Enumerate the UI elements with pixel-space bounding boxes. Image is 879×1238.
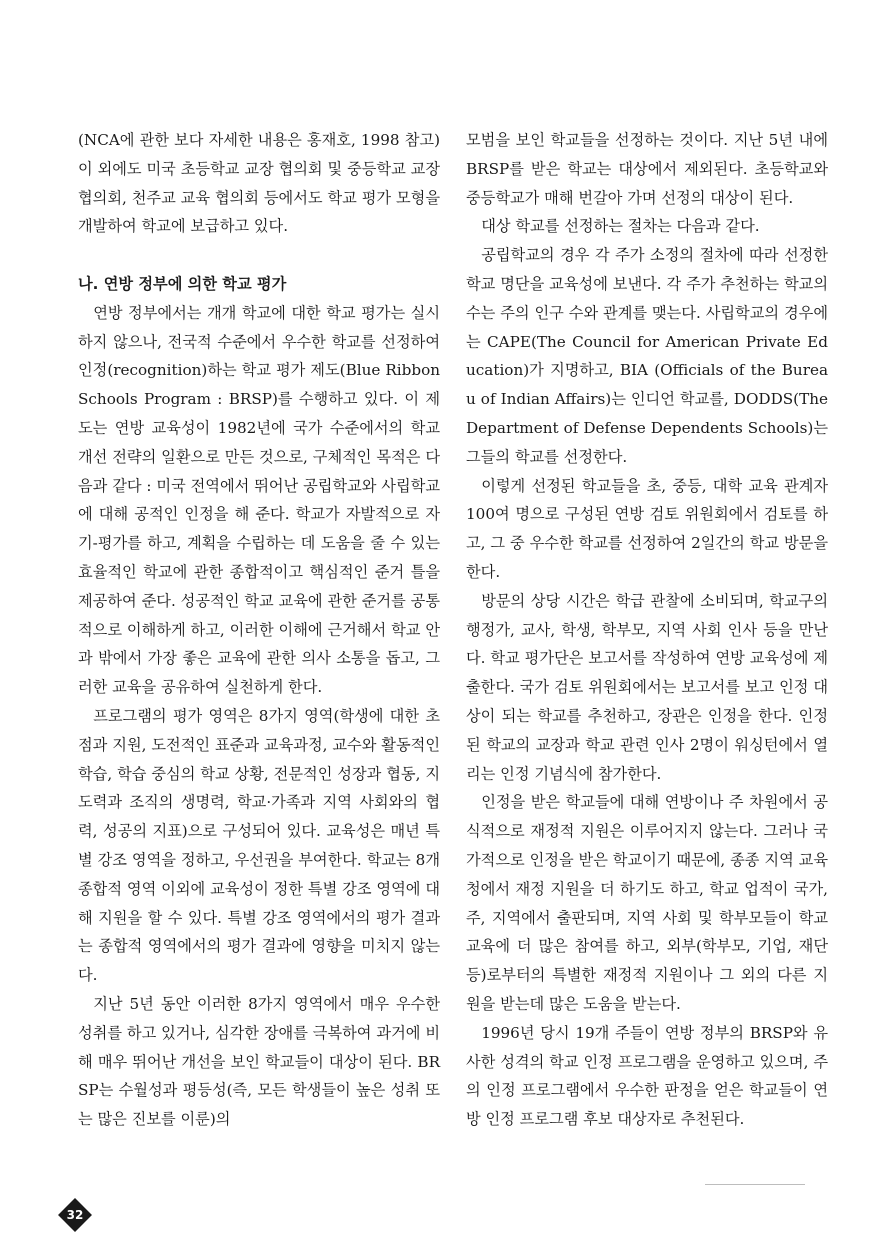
paragraph: 방문의 상당 시간은 학급 관찰에 소비되며, 학교구의 행정가, 교사, 학생, 학부모, 지역 사회 인사 등을 만난다. 학교 평가단은 보고서를 작성하여 연방 교육성에 제출한다. 국가 검토 위원회에서는 보고서를 보고 인정 대상이 되는 학교를 추천하고, 장관은 인정을 한다. 인정된 학교의 교장과 학교 관련 인사 2명이 워싱턴에서 열리는 인정 기념식에 참가한다. xyxy=(466,591,828,783)
page-number: 32 xyxy=(66,1208,84,1222)
paragraph: 지난 5년 동안 이러한 8가지 영역에서 매우 우수한 성취를 하고 있거나, 심각한 장애를 극복하여 과거에 비해 매우 뛰어난 개선을 보인 학교들이 대상이 된다. BRSP는 수월성과 평등성(즉, 모든 학생들이 높은 성취 또는 많은 진보를 이룬)의 xyxy=(78,994,440,1129)
paragraph: 연방 정부에서는 개개 학교에 대한 학교 평가는 실시하지 않으나, 전국적 수준에서 우수한 학교를 선정하여 인정(recognition)하는 학교 평가 제도(Blue Ribbon Schools Program : BRSP)를 수행하고 있다. 이 제도는 연방 교육성이 1982년에 국가 수준에서의 학교 개선 전략의 일환으로 만든 것으로, 구체적인 목적은 다음과 같다 : 미국 전역에서 뛰어난 공립학교와 사립학교에 대해 공적인 인정을 해 준다. 학교가 자발적으로 자기-평가를 하고, 계획을 수립하는 데 도움을 줄 수 있는 효율적인 학교에 관한 종합적이고 핵심적인 준거 틀을 제공하여 준다. 성공적인 학교 교육에 관한 준거를 공통적으로 이해하게 하고, 이러한 이해에 근거해서 학교 안과 밖에서 가장 좋은 교육에 관한 의사 소통을 돕고, 그러한 교육을 공유하여 실천하게 한다. xyxy=(78,303,440,697)
paragraph: 공립학교의 경우 각 주가 소정의 절차에 따라 선정한 학교 명단을 교육성에 보낸다. 각 주가 추천하는 학교의 수는 주의 인구 수와 관계를 맺는다. 사립학교의 경우에는 CAPE(The Council for American Private Education)가 지명하고, BIA (Officials of the Bureau of Indian Affairs)는 인디언 학교를, DODDS(The Department of Defense Dependents Schools)는 그들의 학교를 선정한다. xyxy=(466,246,828,466)
paragraph: 이렇게 선정된 학교들을 초, 중등, 대학 교육 관계자 100여 명으로 구성된 연방 검토 위원회에서 검토를 하고, 그 중 우수한 학교를 선정하여 2일간의 학교 방문을 한다. xyxy=(466,476,828,581)
paragraph: 모범을 보인 학교들을 선정하는 것이다. 지난 5년 내에 BRSP를 받은 학교는 대상에서 제외된다. 초등학교와 중등학교가 매해 번갈아 가며 선정의 대상이 된다. xyxy=(466,131,828,207)
right-column xyxy=(466,126,828,1134)
page-number-badge xyxy=(58,1198,92,1232)
left-column xyxy=(78,126,440,1134)
paragraph: 인정을 받은 학교들에 대해 연방이나 주 차원에서 공식적으로 재정적 지원은 이루어지지 않는다. 그러나 국가적으로 인정을 받은 학교이기 때문에, 종종 지역 교육청에서 재정 지원을 더 하기도 하고, 학교 업적이 국가, 주, 지역에서 출판되며, 지역 사회 및 학부모들이 학교 교육에 더 많은 참여를 하고, 외부(학부모, 기업, 재단 등)로부터의 특별한 재정적 지원이나 그 외의 다른 지원을 받는데 많은 도움을 받는다. xyxy=(466,793,828,1013)
paragraph: (NCA에 관한 보다 자세한 내용은 홍재호, 1998 참고) 이 외에도 미국 초등학교 교장 협의회 및 중등학교 교장 협의회, 천주교 교육 협의회 등에서도 학교 평가 모형을 개발하여 학교에 보급하고 있다. xyxy=(78,131,440,236)
paragraph: 프로그램의 평가 영역은 8가지 영역(학생에 대한 초점과 지원, 도전적인 표준과 교육과정, 교수와 활동적인 학습, 학습 중심의 학교 상황, 전문적인 성장과 협동, 지도력과 조직의 생명력, 학교·가족과 지역 사회와의 협력, 성공의 지표)으로 구성되어 있다. 교육성은 매년 특별 강조 영역을 정하고, 우선권을 부여한다. 학교는 8개 종합적 영역 이외에 교육성이 정한 특별 강조 영역에 대해 지원을 할 수 있다. 특별 강조 영역에서의 평가 결과는 종합적 영역에서의 평가 결과에 영향을 미치지 않는다. xyxy=(78,706,440,985)
paragraph: 1996년 당시 19개 주들이 연방 정부의 BRSP와 유사한 성격의 학교 인정 프로그램을 운영하고 있으며, 주의 인정 프로그램에서 우수한 판정을 얻은 학교들이 연방 인정 프로그램 후보 대상자로 추천된다. xyxy=(466,1023,828,1129)
section-heading: 나. 연방 정부에 의한 학교 평가 xyxy=(78,274,287,293)
spacer xyxy=(78,241,440,270)
paragraph: 대상 학교를 선정하는 절차는 다음과 같다. xyxy=(481,217,760,236)
footer-rule xyxy=(705,1184,805,1185)
